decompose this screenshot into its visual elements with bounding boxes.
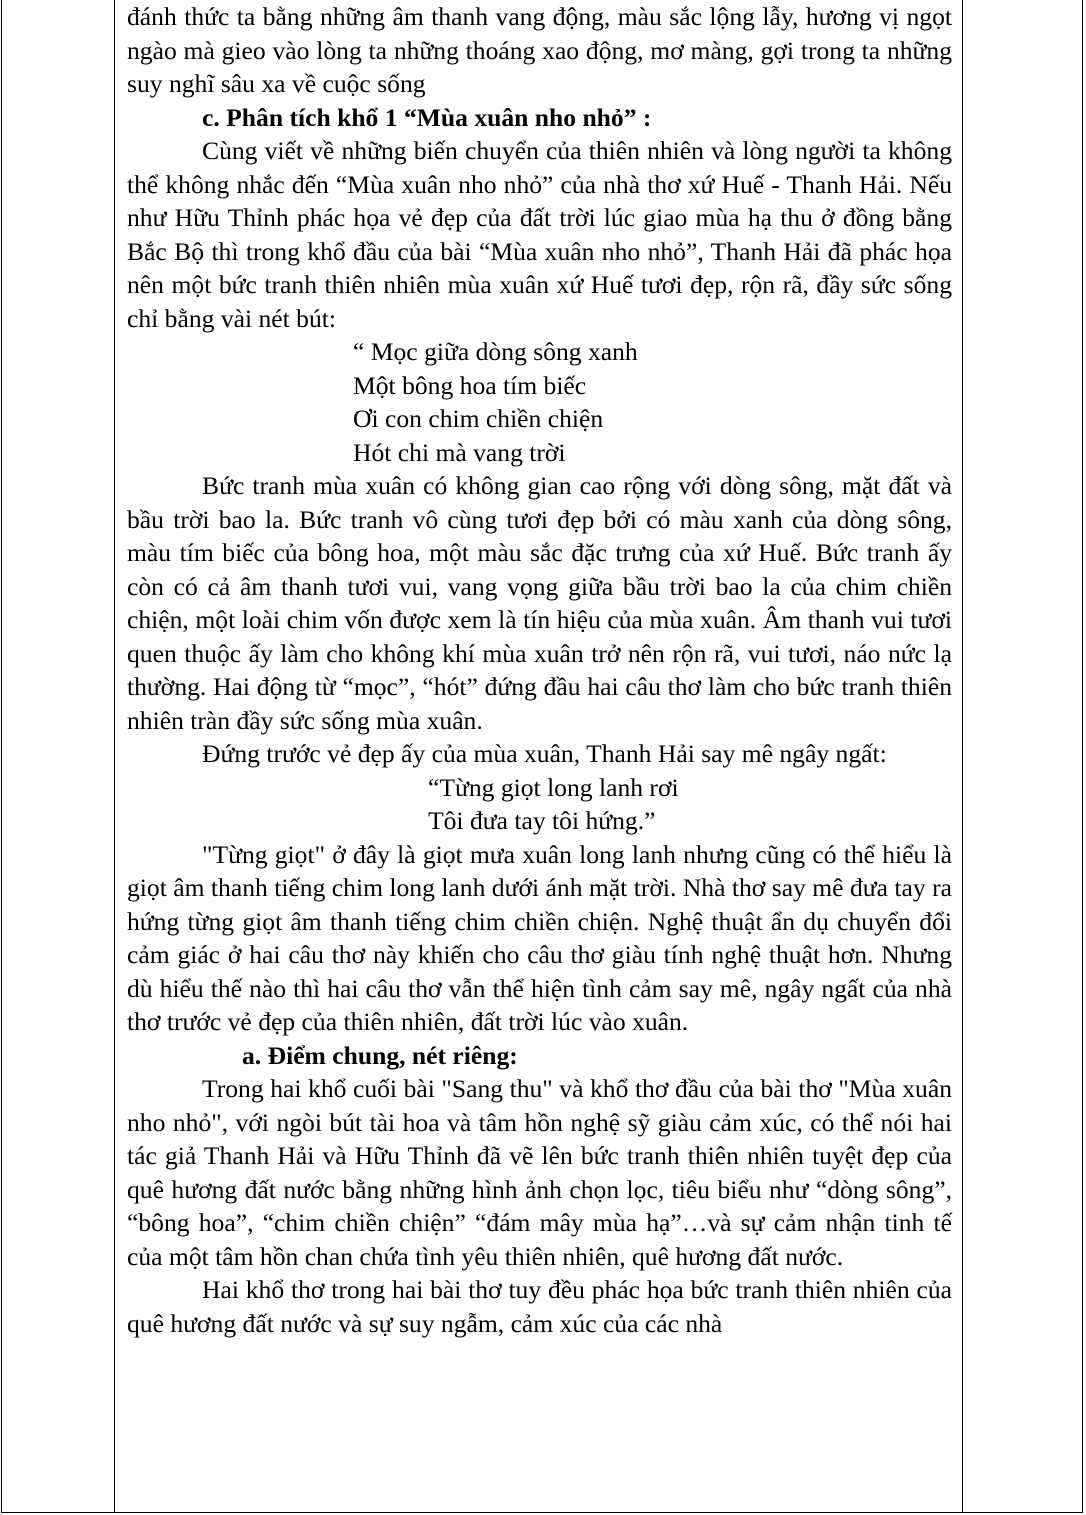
column-divider-left <box>114 0 115 1513</box>
poem-line: Một bông hoa tím biếc <box>353 370 587 400</box>
poem-line: Hót chi mà vang trời <box>353 437 566 467</box>
poem-excerpt-1 <box>127 335 952 469</box>
intro-paragraph-tail: đánh thức ta bằng những âm thanh vang động, màu sắc lộng lẫy, hương vị ngọt ngào mà gieo vào lòng ta những thoáng xao động, mơ màng, gợi trong ta những suy nghĩ sâu xa về cuộc sống <box>127 2 952 98</box>
section-c-paragraph-1: Cùng viết về những biến chuyển của thiên nhiên và lòng người ta không thể không nhắc đến “Mùa xuân nho nhỏ” của nhà thơ xứ Huế - Thanh Hải. Nếu như Hữu Thỉnh phác họa vẻ đẹp của đất trời lúc giao mùa hạ thu ở đồng bằng Bắc Bộ thì trong khổ đầu của bài “Mùa xuân nho nhỏ”, Thanh Hải đã phác họa nên một bức tranh thiên nhiên mùa xuân xứ Huế tươi đẹp, rộn rã, đầy sức sống chỉ bằng vài nét bút: <box>127 136 952 333</box>
section-c-paragraph-3: Đứng trước vẻ đẹp ấy của mùa xuân, Thanh Hải say mê ngây ngất: <box>202 739 887 768</box>
section-c-heading: c. Phân tích khổ 1 “Mùa xuân nho nhỏ” : <box>202 102 652 132</box>
section-c-paragraph-4: "Từng giọt" ở đây là giọt mưa xuân long lanh nhưng cũng có thể hiểu là giọt âm thanh tiếng chim long lanh dưới ánh mặt trời. Nhà thơ say mê đưa tay ra hứng từng giọt âm thanh tiếng chim chiền chiện. Nghệ thuật ẩn dụ chuyển đổi cảm giác ở hai câu thơ này khiến cho câu thơ giàu tính nghệ thuật hơn. Nhưng dù hiểu thế nào thì hai câu thơ vẫn thể hiện tình cảm say mê, ngây ngất của nhà thơ trước vẻ đẹp của thiên nhiên, đất trời lúc vào xuân. <box>127 839 952 1036</box>
column-divider-right <box>962 0 963 1513</box>
document-table <box>1 0 1083 1513</box>
section-a-paragraph-2: Hai khổ thơ trong hai bài thơ tuy đều phác họa bức tranh thiên nhiên của quê hương đất nước và sự suy ngẫm, cảm xúc của các nhà <box>127 1275 952 1338</box>
main-content-column <box>127 0 952 1340</box>
section-a-heading: a. Điểm chung, nét riêng: <box>242 1040 518 1070</box>
section-c-paragraph-2: Bức tranh mùa xuân có không gian cao rộng với dòng sông, mặt đất và bầu trời bao la. Bức tranh vô cùng tươi đẹp bởi có màu xanh của dòng sông, màu tím biếc của bông hoa, một màu sắc đặc trưng của xứ Huế. Bức tranh ấy còn có cả âm thanh tươi vui, vang vọng giữa bầu trời bao la của chim chiền chiện, một loài chim vốn được xem là tín hiệu của mùa xuân. Âm thanh vui tươi quen thuộc ấy làm cho không khí mùa xuân trở nên rộn rã, vui tươi, náo nức lạ thường. Hai động từ “mọc”, “hót” đứng đầu hai câu thơ làm cho bức tranh thiên nhiên tràn đầy sức sống mùa xuân. <box>127 471 952 735</box>
poem-line: “Từng giọt long lanh rơi <box>428 772 679 802</box>
poem-line: Ơi con chim chiền chiện <box>353 404 604 433</box>
poem-excerpt-2 <box>127 771 952 838</box>
section-a-paragraph-1: Trong hai khổ cuối bài "Sang thu" và khổ thơ đầu của bài thơ "Mùa xuân nho nhỏ", với ngòi bút tài hoa và tâm hồn nghệ sỹ giàu cảm xúc, có thể nói hai tác giả Thanh Hải và Hữu Thỉnh đã vẽ lên bức tranh thiên nhiên tuyệt đẹp của quê hương đất nước bằng những hình ảnh chọn lọc, tiêu biểu như “dòng sông”, “bông hoa”, “chim chiền chiện” “đám mây mùa hạ”…và sự cảm nhận tinh tế của một tâm hồn chan chứa tình yêu thiên nhiên, quê hương đất nước. <box>127 1074 952 1271</box>
poem-line: Tôi đưa tay tôi hứng.” <box>428 806 656 835</box>
poem-line: “ Mọc giữa dòng sông xanh <box>353 337 638 366</box>
